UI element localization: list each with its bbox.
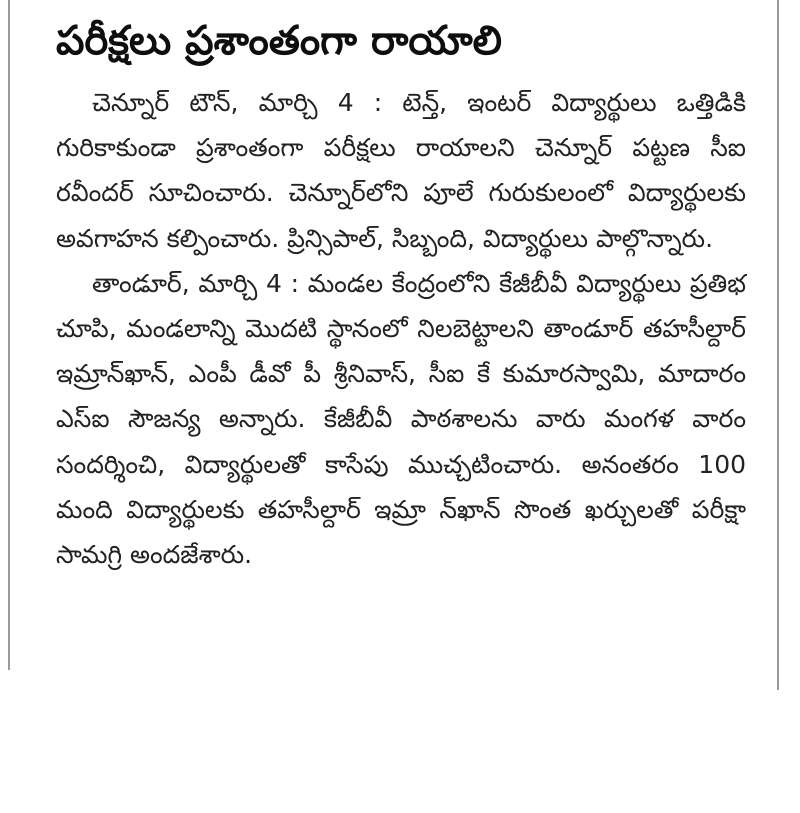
article-paragraph-tandur: తాండూర్, మార్చి 4 : మండల కేంద్రంలోని కేజీబీవీ విద్యార్థులు ప్రతిభ చూపి, మండలాన్ని మొదటి స్థానంలో నిలబెట్టాలని తాండూర్ తహసీల్దార్ ఇమ్రాన్‌ఖాన్, ఎంపీ డీవో పీ శ్రీనివాస్, సీఐ కే కుమారస్వామి, మాదారం ఎస్ఐ సౌజన్య అన్నారు. కేజీబీవీ పాఠశాలను వారు మంగళ వారం సందర్శించి, విద్యార్థులతో కాసేపు ముచ్చటించారు. అనంతరం 100 మంది విద్యార్థులకు తహసీల్దార్ ఇమ్రా న్‌ఖాన్ సొంత ఖర్చులతో పరీక్షా సామగ్రి అందజేశారు. [56, 268, 746, 570]
news-article [56, 10, 746, 577]
article-headline: పరీక్షలు ప్రశాంతంగా రాయాలి [56, 18, 502, 64]
column-rule-left [8, 0, 10, 670]
article-paragraph-chennur: చెన్నూర్ టౌన్, మార్చి 4 : టెన్త్, ఇంటర్ విద్యార్థులు ఒత్తిడికి గురికాకుండా ప్రశాంతంగా పరీక్షలు రాయాలని చెన్నూర్ పట్టణ సీఐ రవీందర్ సూచించారు. చెన్నూర్‌లోని పూలే గురుకులంలో విద్యార్థులకు అవగాహన కల్పించారు. ప్రిన్సిపాల్, సిబ్బంది, విద్యార్థులు పాల్గొన్నారు. [56, 88, 746, 253]
column-rule-right [777, 0, 779, 690]
